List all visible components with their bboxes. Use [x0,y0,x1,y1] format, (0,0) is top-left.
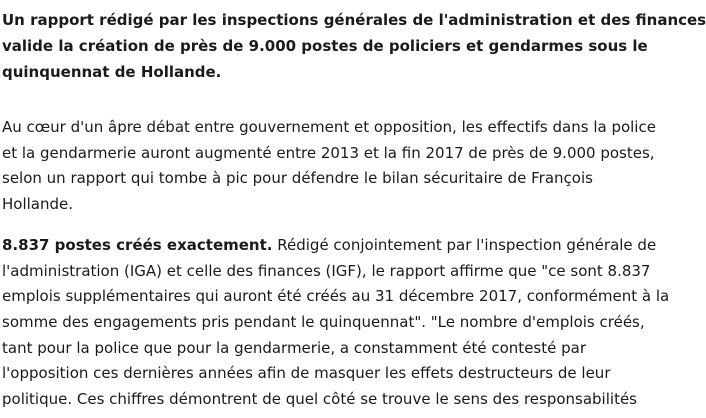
paragraph-line [2,233,657,259]
article-body [2,7,706,413]
paragraph-1 [2,115,656,218]
paragraph-line: politique. Ces chiffres démontrent de quel côté se trouve le sens des responsabilités [2,390,637,409]
paragraph-line: Au cœur d'un âpre débat entre gouvernement et opposition, les effectifs dans la police [2,118,656,136]
paragraph-line: l'administration (IGA) et celle des finances (IGF), le rapport affirme que "ce sont 8.837 [2,261,651,280]
paragraph-line: emplois supplémentaires qui auront été créés au 31 décembre 2017, conformément à la [2,287,670,306]
paragraph-line: selon un rapport qui tombe à pic pour défendre le bilan sécuritaire de François [2,169,593,188]
paragraph-2 [2,233,670,413]
paragraph-line-text: Rédigé conjointement par l'inspection générale de [272,235,657,254]
paragraph-line: tant pour la police que pour la gendarmerie, a constamment été contesté par [2,338,586,357]
paragraph-line: somme des engagements pris pendant le quinquennat". "Le nombre d'emplois créés, [2,312,645,331]
paragraph-line: l'opposition ces dernières années afin de masquer les effets destructeurs de leur [2,364,611,383]
paragraph-2-highlight: 8.837 postes créés exactement. [2,235,273,254]
lead-line: valide la création de près de 9.000 postes de policiers et gendarmes sous le [2,37,648,55]
paragraph-line: et la gendarmerie auront augmenté entre 2013 et la fin 2017 de près de 9.000 postes, [2,143,655,162]
paragraph-line: Hollande. [2,195,74,214]
lead-line: quinquennat de Hollande. [2,63,222,81]
article-lead [2,7,706,85]
lead-line: Un rapport rédigé par les inspections générales de l'administration et des finances [2,11,706,29]
